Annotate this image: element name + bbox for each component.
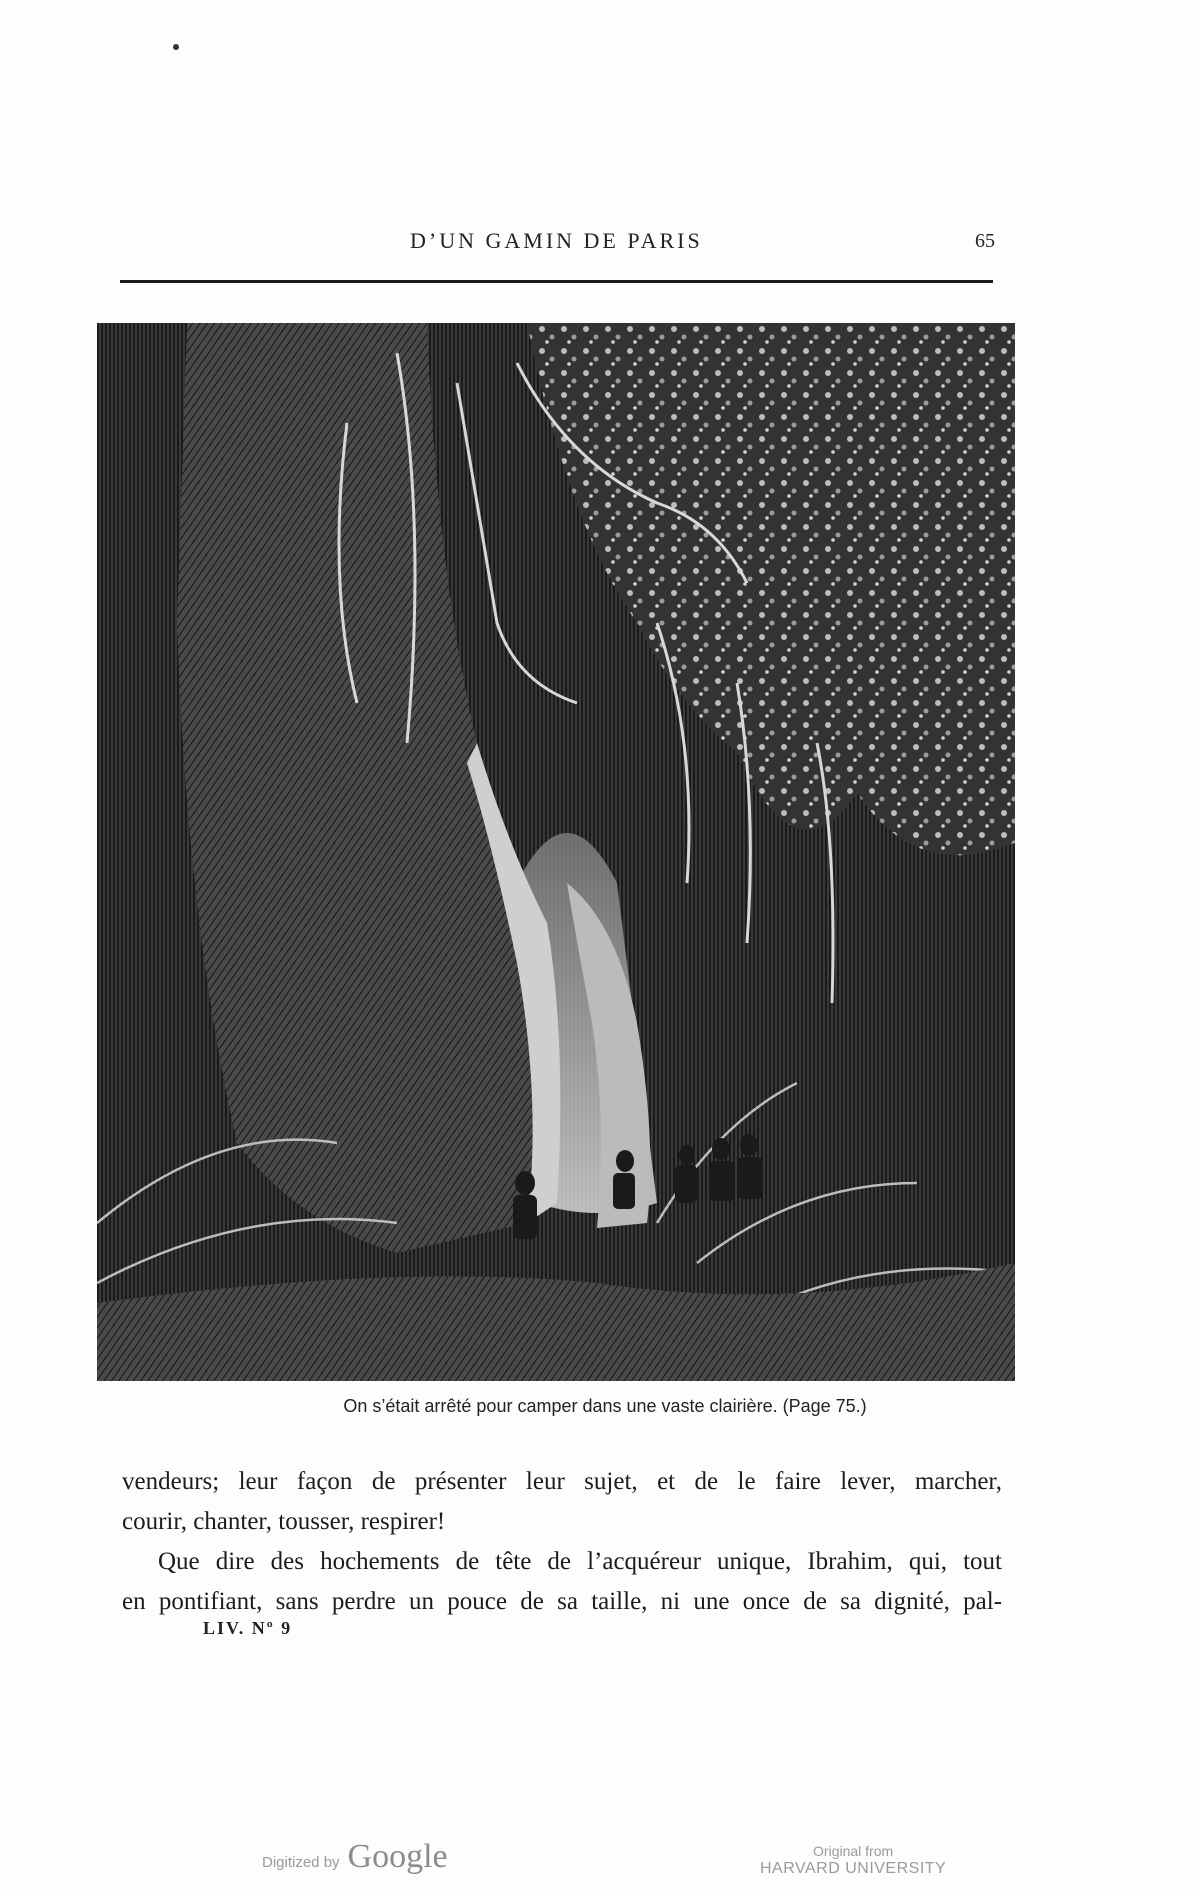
body-text [122,1462,1002,1622]
signature-mark: LIV. Nº 9 [203,1618,293,1638]
harvard-label: HARVARD UNIVERSITY [760,1860,947,1877]
body-line: courir, chanter, tousser, respirer! [122,1508,446,1535]
body-line: Que dire des hochements de tête de l’acquéreur unique, Ibrahim, qui, tout [158,1548,1002,1575]
original-from-label: Original from [813,1843,894,1859]
page-number: 65 [975,230,995,252]
digitized-by-watermark [262,1838,448,1876]
google-logo: Google [347,1838,448,1875]
forest-engraving [97,323,1015,1381]
header-rule [120,280,993,283]
original-from-watermark [760,1842,946,1878]
body-line: en pontifiant, sans perdre un pouce de sa taille, ni une once de sa dignité, pal- [122,1588,1002,1615]
body-line: vendeurs; leur façon de présenter leur sujet, et de le faire lever, marcher, [122,1468,1002,1495]
illustration-caption: On s’était arrêté pour camper dans une vaste clairière. (Page 75.) [343,1396,867,1416]
digitized-by-label: Digitized by [262,1854,340,1871]
running-title: D’UN GAMIN DE PARIS [410,228,703,253]
ink-speck [173,44,179,50]
